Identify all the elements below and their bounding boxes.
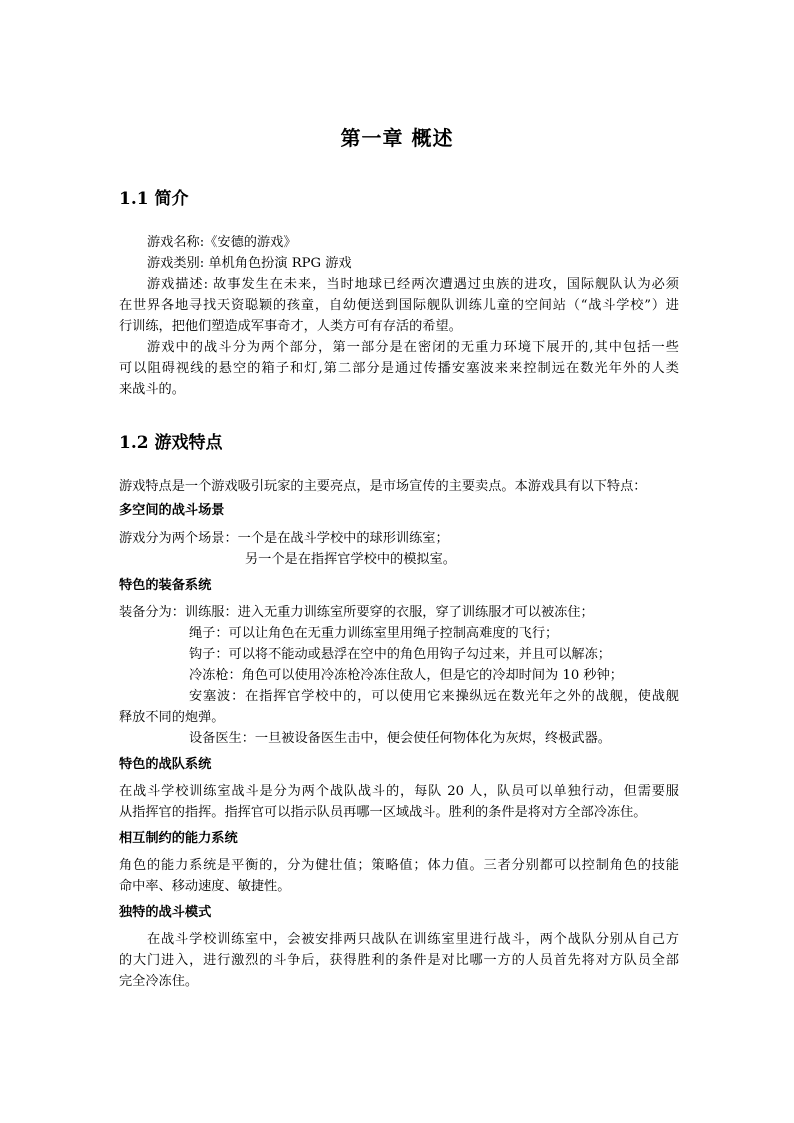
feature-text-line: 命中率、移动速度、敏捷性。 [119,879,291,894]
feature-text-line: 的大门进入，进行激烈的斗争后，获得胜利的条件是对比哪一方的人员首先将对方队员全部 [119,953,679,968]
feature-title: 独特的战斗模式 [119,905,212,920]
game-name: 游戏名称:《安德的游戏》 [147,235,297,250]
section-heading-features: 1.2 游戏特点 [119,433,223,453]
feature-text-line: 游戏分为两个场景：一个是在战斗学校中的球形训练室； [119,531,449,546]
game-type: 游戏类别: 单机角色扮演 RPG 游戏 [147,256,352,271]
feature-text-line: 在战斗学校训练室中，会被安排两只战队在训练室里进行战斗，两个战队分别从自己方 [147,932,679,947]
feature-title: 特色的装备系统 [119,578,212,593]
feature-text-line: 在战斗学校训练室战斗是分为两个战队战斗的，每队 20 人，队员可以单独行动，但需要服 [119,784,679,799]
equipment-line: 释放不同的炮弹。 [119,710,225,725]
feature-title: 特色的战队系统 [119,757,212,772]
feature-text-line: 角色的能力系统是平衡的，分为健壮值；策略值；体力值。三者分别都可以控制角色的技能 [119,858,679,873]
feature-text-line: 完全冷冻住。 [119,974,199,989]
game-description-line: 游戏描述: 故事发生在未来，当时地球已经两次遭遇过虫族的进攻，国际舰队认为必须 [147,277,679,292]
battle-description-line: 游戏中的战斗分为两个部分，第一部分是在密闭的无重力环境下展开的,其中包括一些 [147,340,679,355]
chapter-title: 第一章 概述 [340,126,454,150]
feature-title: 相互制约的能力系统 [119,831,238,846]
equipment-line: 绳子：可以让角色在无重力训练室里用绳子控制高难度的飞行； [189,626,559,641]
feature-text-line: 另一个是在指挥官学校中的模拟室。 [245,552,456,567]
features-intro: 游戏特点是一个游戏吸引玩家的主要亮点，是市场宣传的主要卖点。本游戏具有以下特点： [119,479,647,494]
battle-description-line: 可以阻碍视线的悬空的箱子和灯,第二部分是通过传播安塞波来来控制远在数光年外的人类 [119,361,679,376]
equipment-line: 装备分为：训练服：进入无重力训练室所要穿的衣服，穿了训练服才可以被冻住； [119,605,594,620]
battle-description-line: 来战斗的。 [119,382,185,397]
equipment-line: 设备医生：一旦被设备医生击中，便会使任何物体化为灰烬，终极武器。 [189,731,611,746]
equipment-line: 安塞波：在指挥官学校中的，可以使用它来操纵远在数光年之外的战舰，使战舰 [189,689,679,704]
game-description-line: 行训练，把他们塑造成军事奇才，人类方可有存活的希望。 [119,319,462,334]
game-description-line: 在世界各地寻找天资聪颖的孩童，自幼便送到国际舰队训练儿童的空间站（“战斗学校”）进 [119,298,679,313]
equipment-line: 冷冻枪：角色可以使用冷冻枪冷冻住敌人，但是它的冷却时间为 10 秒钟； [189,668,623,683]
equipment-line: 钩子：可以将不能动或悬浮在空中的角色用钩子勾过来，并且可以解冻； [189,647,611,662]
section-heading-intro: 1.1 简介 [119,189,189,209]
feature-title: 多空间的战斗场景 [119,503,225,518]
feature-text-line: 从指挥官的指挥。指挥官可以指示队员再哪一区域战斗。胜利的条件是将对方全部冷冻住。 [119,805,647,820]
